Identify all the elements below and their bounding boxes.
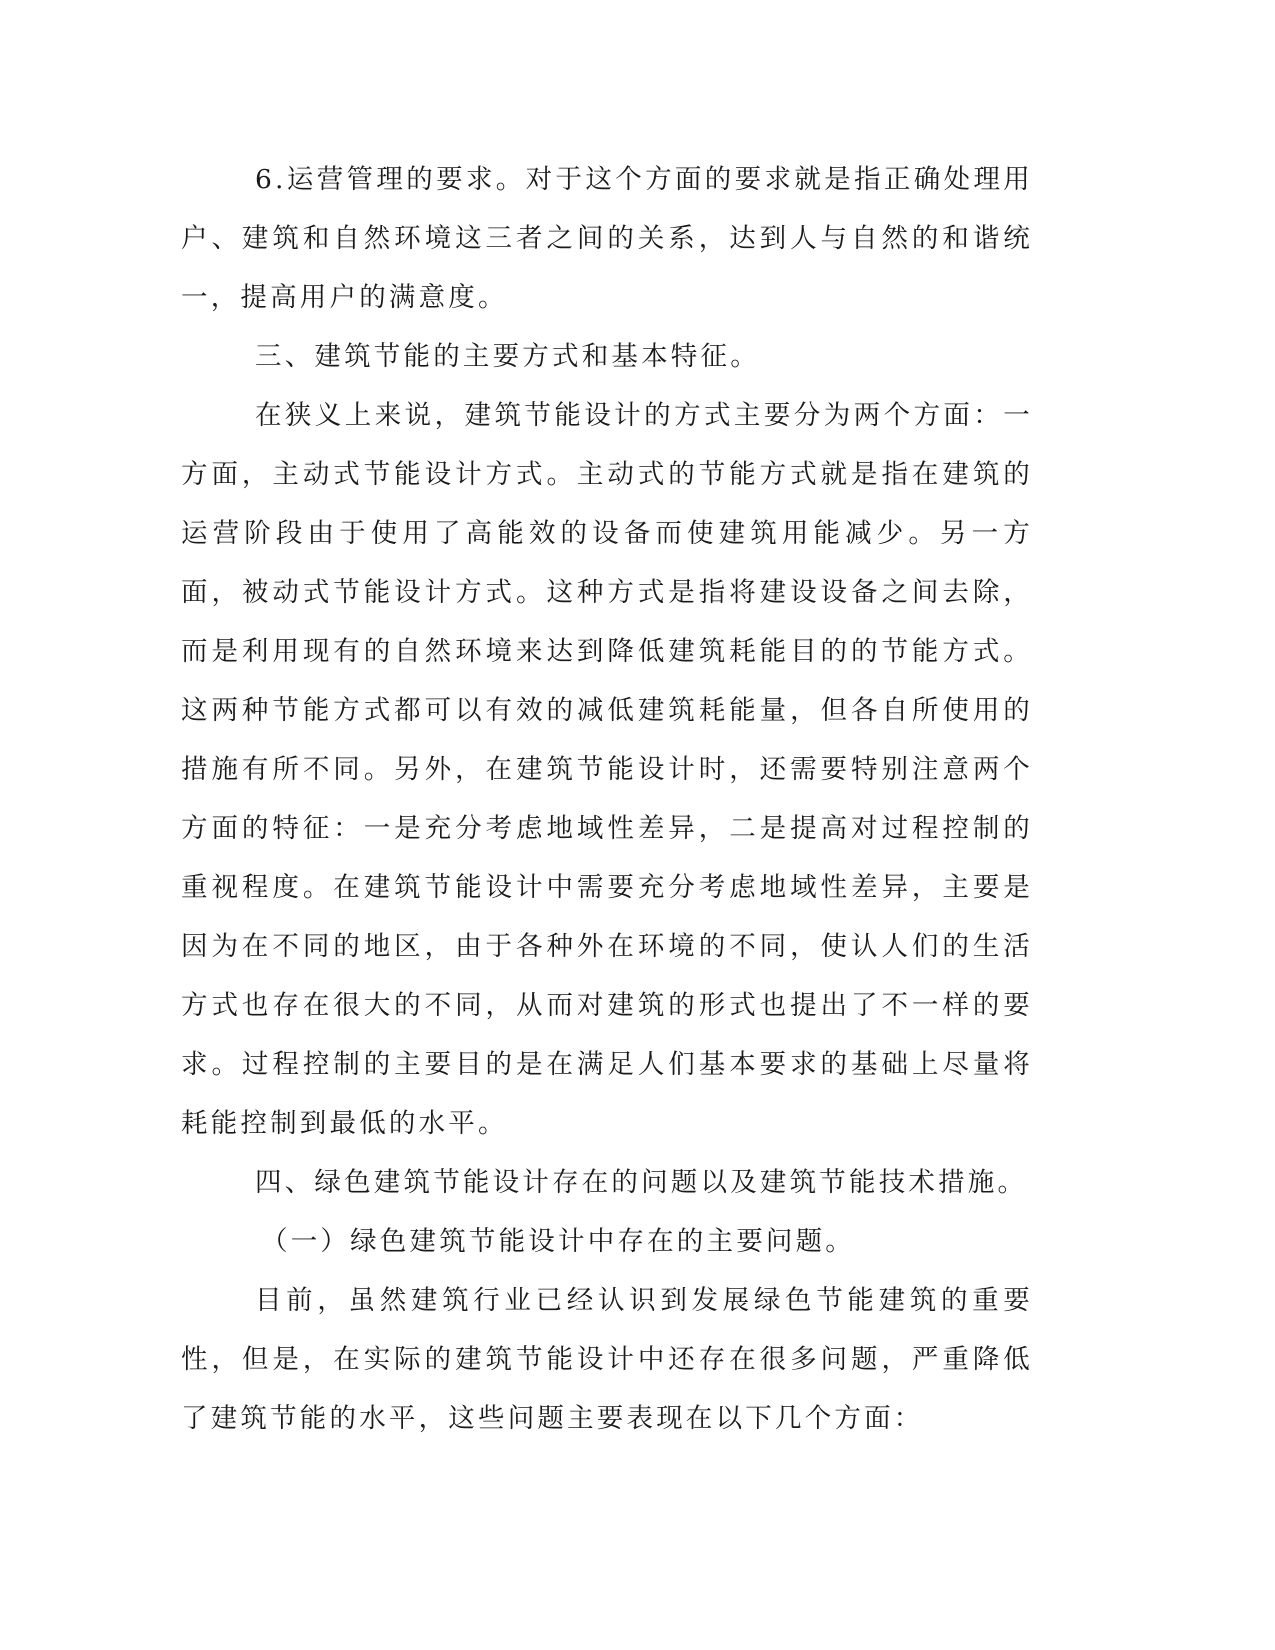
heading-section-three: 三、建筑节能的主要方式和基本特征。 bbox=[255, 341, 760, 372]
heading-subsection-one: （一）绿色建筑节能设计中存在的主要问题。 bbox=[261, 1226, 855, 1257]
heading-section-four: 四、绿色建筑节能设计存在的问题以及建筑节能技术措施。 bbox=[255, 1167, 1028, 1198]
paragraph-energy-saving-methods: 在狭义上来说，建筑节能设计的方式主要分为两个方面：一方面，主动式节能设计方式。主动式的节能方式就是指在建筑的运营阶段由于使用了高能效的设备而使建筑用能减少。另一方面，被动式节能设计方式。这种方式是指将建设设备之间去除，而是利用现有的自然环境来达到降低建筑耗能目的的节能方式。这两种节能方式都可以有效的减低建筑耗能量，但各自所使用的措施有所不同。另外，在建筑节能设计时，还需要特别注意两个方面的特征：一是充分考虑地域性差异，二是提高对过程控制的重视程度。在建筑节能设计中需要充分考虑地域性差异，主要是因为在不同的地区，由于各种外在环境的不同，使认人们的生活方式也存在很大的不同，从而对建筑的形式也提出了不一样的要求。过程控制的主要目的是在满足人们基本要求的基础上尽量将耗能控制到最低的水平。 bbox=[181, 400, 1033, 1139]
document-body bbox=[181, 150, 1033, 1448]
paragraph-current-problems: 目前，虽然建筑行业已经认识到发展绿色节能建筑的重要性，但是，在实际的建筑节能设计中还存在很多问题，严重降低了建筑节能的水平，这些问题主要表现在以下几个方面： bbox=[181, 1285, 1033, 1434]
paragraph-operations-management: 6.运营管理的要求。对于这个方面的要求就是指正确处理用户、建筑和自然环境这三者之间的关系，达到人与自然的和谐统一，提高用户的满意度。 bbox=[181, 164, 1033, 313]
